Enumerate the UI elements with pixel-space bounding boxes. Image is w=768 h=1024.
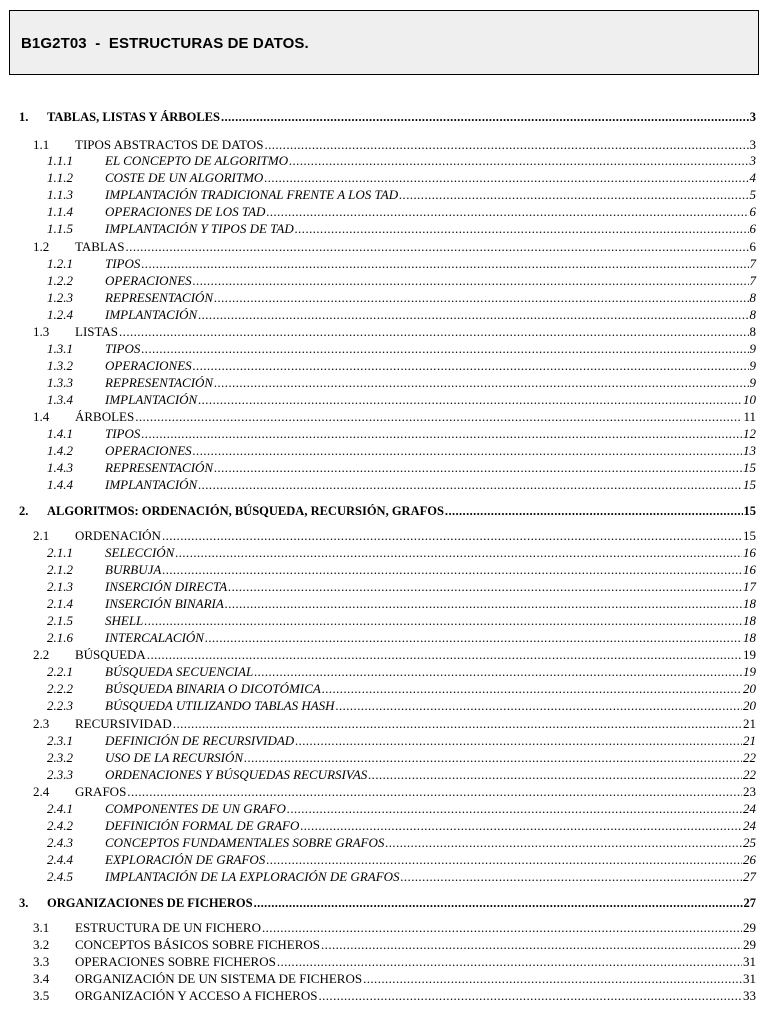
toc-entry-title: DEFINICIÓN FORMAL DE GRAFO xyxy=(105,818,300,833)
toc-entry-level-3 xyxy=(47,152,756,169)
toc-entry-title: USO DE LA RECURSIÓN xyxy=(105,750,244,765)
toc-entry-level-3 xyxy=(47,306,756,323)
toc-dot-leader xyxy=(254,895,743,912)
toc-entry-number: 2.3.2 xyxy=(47,750,73,765)
toc-entry-page: 12 xyxy=(743,426,756,441)
toc-dot-leader xyxy=(277,953,742,970)
toc-entry-level-3 xyxy=(47,595,756,612)
toc-dot-leader xyxy=(264,136,748,153)
toc-entry-number: 2.1.3 xyxy=(47,579,73,594)
toc-entry-level-3 xyxy=(47,255,756,272)
toc-dot-leader xyxy=(141,425,742,442)
toc-entry-title: IMPLANTACIÓN Y TIPOS DE TAD xyxy=(105,221,294,236)
toc-entry-level-3 xyxy=(47,459,756,476)
toc-entry-level-3 xyxy=(47,357,756,374)
toc-dot-leader xyxy=(321,936,742,953)
toc-dot-leader xyxy=(225,595,742,612)
toc-entry-level-3 xyxy=(47,561,756,578)
toc-entry-title: REPRESENTACIÓN xyxy=(105,290,214,305)
toc-entry-level-3 xyxy=(47,272,756,289)
toc-entry-title: TABLAS, LISTAS Y ÁRBOLES xyxy=(47,110,220,124)
toc-entry-page: 15 xyxy=(743,477,756,492)
toc-entry-page: 17 xyxy=(743,579,756,594)
toc-entry-page: 18 xyxy=(743,613,756,628)
toc-dot-leader xyxy=(228,578,742,595)
toc-entry-title: ESTRUCTURA DE UN FICHERO xyxy=(75,920,261,935)
toc-dot-leader xyxy=(399,186,748,203)
toc-entry-title: OPERACIONES xyxy=(105,273,192,288)
toc-entry-number: 2.3.1 xyxy=(47,733,73,748)
toc-entry-page: 29 xyxy=(743,937,756,952)
toc-entry-title: REPRESENTACIÓN xyxy=(105,460,214,475)
toc-entry-level-1 xyxy=(19,109,756,126)
toc-entry-number: 2.4 xyxy=(33,784,50,799)
toc-entry-number: 3.2 xyxy=(33,937,50,952)
toc-entry-page: 3 xyxy=(749,153,756,168)
toc-entry-page: 16 xyxy=(743,545,756,560)
toc-dot-leader xyxy=(205,629,742,646)
toc-entry-page: 7 xyxy=(749,273,756,288)
toc-dot-leader xyxy=(175,544,742,561)
toc-entry-page: 27 xyxy=(743,896,756,910)
toc-entry-title: IMPLANTACIÓN xyxy=(105,392,198,407)
toc-entry-number: 2.2.3 xyxy=(47,698,73,713)
toc-dot-leader xyxy=(336,697,742,714)
toc-dot-leader xyxy=(401,868,742,885)
toc-entry-level-2 xyxy=(33,953,756,970)
toc-entry-number: 3. xyxy=(19,896,29,910)
toc-entry-level-3 xyxy=(47,766,756,783)
toc-entry-title: OPERACIONES xyxy=(105,358,192,373)
toc-entry-title: REPRESENTACIÓN xyxy=(105,375,214,390)
toc-dot-leader xyxy=(173,715,742,732)
toc-entry-page: 26 xyxy=(743,852,756,867)
toc-entry-number: 2.4.2 xyxy=(47,818,73,833)
toc-entry-level-2 xyxy=(33,936,756,953)
toc-entry-number: 3.1 xyxy=(33,920,50,935)
toc-entry-page: 19 xyxy=(743,647,756,662)
toc-entry-page: 18 xyxy=(743,630,756,645)
toc-entry-page: 23 xyxy=(743,784,756,799)
toc-entry-page: 16 xyxy=(743,562,756,577)
toc-entry-level-2 xyxy=(33,136,756,153)
toc-entry-page: 31 xyxy=(743,954,756,969)
toc-entry-page: 24 xyxy=(743,818,756,833)
toc-entry-level-3 xyxy=(47,732,756,749)
toc-entry-number: 2.1.6 xyxy=(47,630,73,645)
toc-entry-page: 13 xyxy=(743,443,756,458)
toc-entry-title: RECURSIVIDAD xyxy=(75,716,172,731)
toc-entry-page: 9 xyxy=(749,358,756,373)
toc-entry-number: 2.3 xyxy=(33,716,50,731)
toc-entry-number: 1.3 xyxy=(33,324,50,339)
toc-dot-leader xyxy=(198,391,742,408)
toc-entry-number: 2.4.5 xyxy=(47,869,73,884)
toc-entry-title: INTERCALACIÓN xyxy=(105,630,204,645)
toc-entry-number: 2.3.3 xyxy=(47,767,73,782)
toc-entry-title: INSERCIÓN BINARIA xyxy=(105,596,224,611)
toc-entry-page: 3 xyxy=(749,110,756,124)
toc-entry-number: 1.1.2 xyxy=(47,170,73,185)
toc-entry-level-3 xyxy=(47,834,756,851)
toc-dot-leader xyxy=(162,527,742,544)
toc-dot-leader xyxy=(221,109,749,126)
toc-entry-level-2 xyxy=(33,970,756,987)
toc-entry-level-2 xyxy=(33,987,756,1004)
toc-entry-page: 22 xyxy=(743,767,756,782)
toc-entry-title: BÚSQUEDA xyxy=(75,647,146,662)
toc-entry-number: 1.2.4 xyxy=(47,307,73,322)
toc-entry-title: SHELL xyxy=(105,613,144,628)
toc-dot-leader xyxy=(266,851,742,868)
toc-entry-title: IMPLANTACIÓN xyxy=(105,477,198,492)
toc-entry-number: 2.2.1 xyxy=(47,664,73,679)
toc-entry-number: 1.3.2 xyxy=(47,358,73,373)
toc-entry-level-3 xyxy=(47,340,756,357)
toc-entry-number: 2.4.4 xyxy=(47,852,73,867)
toc-entry-title: ALGORITMOS: ORDENACIÓN, BÚSQUEDA, RECURSIÓN, GRAFOS xyxy=(47,504,444,518)
toc-entry-number: 1.3.3 xyxy=(47,375,73,390)
toc-entry-level-3 xyxy=(47,220,756,237)
toc-entry-number: 1.4.2 xyxy=(47,443,73,458)
toc-dot-leader xyxy=(385,834,742,851)
toc-entry-page: 8 xyxy=(749,324,756,339)
toc-entry-title: ORGANIZACIÓN Y ACCESO A FICHEROS xyxy=(75,988,318,1003)
toc-entry-title: TIPOS ABSTRACTOS DE DATOS xyxy=(75,137,264,152)
toc-entry-level-3 xyxy=(47,186,756,203)
toc-entry-level-2 xyxy=(33,919,756,936)
toc-entry-number: 1.4.3 xyxy=(47,460,73,475)
toc-entry-title: CONCEPTOS FUNDAMENTALES SOBRE GRAFOS xyxy=(105,835,385,850)
toc-entry-number: 1.1 xyxy=(33,137,50,152)
toc-dot-leader xyxy=(162,561,742,578)
toc-entry-page: 31 xyxy=(743,971,756,986)
toc-entry-title: COMPONENTES DE UN GRAFO xyxy=(105,801,286,816)
toc-entry-number: 2.4.3 xyxy=(47,835,73,850)
toc-entry-title: COSTE DE UN ALGORITMO xyxy=(105,170,264,185)
toc-entry-page: 11 xyxy=(743,409,756,424)
toc-entry-number: 1. xyxy=(19,110,29,124)
toc-entry-title: OPERACIONES SOBRE FICHEROS xyxy=(75,954,276,969)
toc-dot-leader xyxy=(193,272,749,289)
toc-entry-page: 8 xyxy=(749,307,756,322)
toc-dot-leader xyxy=(214,459,742,476)
toc-entry-number: 1.4 xyxy=(33,409,50,424)
toc-dot-leader xyxy=(289,152,748,169)
toc-dot-leader xyxy=(266,203,748,220)
toc-dot-leader xyxy=(127,783,742,800)
toc-entry-level-3 xyxy=(47,374,756,391)
toc-dot-leader xyxy=(264,169,748,186)
toc-entry-page: 20 xyxy=(743,698,756,713)
toc-entry-page: 5 xyxy=(749,187,756,202)
toc-entry-number: 2.2.2 xyxy=(47,681,73,696)
toc-entry-number: 1.2.3 xyxy=(47,290,73,305)
toc-entry-level-2 xyxy=(33,408,756,425)
toc-dot-leader xyxy=(193,442,742,459)
toc-entry-page: 21 xyxy=(743,716,756,731)
toc-entry-page: 21 xyxy=(743,733,756,748)
toc-entry-page: 33 xyxy=(743,988,756,1003)
toc-entry-title: EL CONCEPTO DE ALGORITMO xyxy=(105,153,289,168)
toc-entry-page: 15 xyxy=(743,528,756,543)
toc-entry-level-2 xyxy=(33,715,756,732)
toc-entry-title: ÁRBOLES xyxy=(75,409,135,424)
toc-entry-page: 19 xyxy=(743,664,756,679)
toc-entry-title: BÚSQUEDA BINARIA O DICOTÓMICA xyxy=(105,681,321,696)
toc-entry-number: 1.2.1 xyxy=(47,256,73,271)
toc-entry-level-3 xyxy=(47,663,756,680)
toc-entry-title: CONCEPTOS BÁSICOS SOBRE FICHEROS xyxy=(75,937,321,952)
toc-entry-title: ORDENACIÓN xyxy=(75,528,161,543)
toc-entry-title: IMPLANTACIÓN TRADICIONAL FRENTE A LOS TAD xyxy=(105,187,399,202)
toc-entry-page: 10 xyxy=(743,392,756,407)
toc-entry-level-2 xyxy=(33,238,756,255)
toc-dot-leader xyxy=(144,612,742,629)
toc-entry-number: 1.3.1 xyxy=(47,341,73,356)
toc-entry-level-3 xyxy=(47,851,756,868)
toc-dot-leader xyxy=(214,374,748,391)
toc-dot-leader xyxy=(126,238,749,255)
toc-entry-number: 3.3 xyxy=(33,954,50,969)
toc-entry-number: 2.1.2 xyxy=(47,562,73,577)
toc-dot-leader xyxy=(141,340,748,357)
toc-entry-page: 18 xyxy=(743,596,756,611)
toc-entry-title: BURBUJA xyxy=(105,562,162,577)
toc-entry-number: 2.1.4 xyxy=(47,596,73,611)
toc-entry-number: 1.4.4 xyxy=(47,477,73,492)
toc-dot-leader xyxy=(198,476,742,493)
toc-entry-title: IMPLANTACIÓN DE LA EXPLORACIÓN DE GRAFOS xyxy=(105,869,400,884)
toc-entry-number: 1.1.3 xyxy=(47,187,73,202)
toc-entry-number: 2.2 xyxy=(33,647,50,662)
toc-entry-page: 15 xyxy=(743,460,756,475)
toc-entry-title: BÚSQUEDA UTILIZANDO TABLAS HASH xyxy=(105,698,335,713)
toc-entry-level-3 xyxy=(47,697,756,714)
toc-entry-level-2 xyxy=(33,527,756,544)
toc-entry-title: LISTAS xyxy=(75,324,119,339)
toc-entry-level-1 xyxy=(19,895,756,912)
toc-entry-level-3 xyxy=(47,476,756,493)
toc-dot-leader xyxy=(295,220,749,237)
toc-entry-title: OPERACIONES xyxy=(105,443,192,458)
toc-dot-leader xyxy=(318,987,742,1004)
toc-entry-page: 8 xyxy=(749,290,756,305)
toc-dot-leader xyxy=(244,749,742,766)
toc-entry-title: BÚSQUEDA SECUENCIAL xyxy=(105,664,254,679)
toc-entry-title: SELECCIÓN xyxy=(105,545,175,560)
toc-entry-title: IMPLANTACIÓN xyxy=(105,307,198,322)
toc-entry-title: ORDENACIONES Y BÚSQUEDAS RECURSIVAS xyxy=(105,767,368,782)
toc-entry-number: 1.1.1 xyxy=(47,153,73,168)
toc-entry-level-3 xyxy=(47,800,756,817)
toc-entry-number: 2.1.5 xyxy=(47,613,73,628)
toc-dot-leader xyxy=(287,800,742,817)
toc-entry-title: TIPOS xyxy=(105,256,141,271)
toc-entry-page: 9 xyxy=(749,341,756,356)
toc-entry-title: DEFINICIÓN DE RECURSIVIDAD xyxy=(105,733,295,748)
toc-entry-level-3 xyxy=(47,868,756,885)
toc-entry-level-3 xyxy=(47,629,756,646)
toc-dot-leader xyxy=(295,732,742,749)
toc-entry-level-3 xyxy=(47,544,756,561)
toc-dot-leader xyxy=(322,680,742,697)
toc-entry-page: 9 xyxy=(749,375,756,390)
toc-entry-title: GRAFOS xyxy=(75,784,127,799)
toc-entry-page: 25 xyxy=(743,835,756,850)
toc-entry-page: 6 xyxy=(749,239,756,254)
toc-dot-leader xyxy=(141,255,748,272)
toc-entry-level-3 xyxy=(47,578,756,595)
toc-entry-level-3 xyxy=(47,169,756,186)
toc-entry-page: 22 xyxy=(743,750,756,765)
toc-dot-leader xyxy=(300,817,742,834)
toc-dot-leader xyxy=(135,408,742,425)
document-title: B1G2T03 - ESTRUCTURAS DE DATOS. xyxy=(21,35,309,52)
toc-entry-number: 2.1.1 xyxy=(47,545,73,560)
toc-dot-leader xyxy=(193,357,749,374)
toc-entry-level-2 xyxy=(33,323,756,340)
toc-entry-number: 1.4.1 xyxy=(47,426,73,441)
toc-entry-page: 6 xyxy=(749,204,756,219)
toc-entry-title: TIPOS xyxy=(105,426,141,441)
toc-entry-title: INSERCIÓN DIRECTA xyxy=(105,579,228,594)
toc-entry-number: 1.2 xyxy=(33,239,50,254)
toc-entry-number: 3.5 xyxy=(33,988,50,1003)
toc-dot-leader xyxy=(363,970,742,987)
toc-dot-leader xyxy=(254,663,742,680)
toc-entry-title: OPERACIONES DE LOS TAD xyxy=(105,204,266,219)
toc-entry-number: 1.2.2 xyxy=(47,273,73,288)
toc-dot-leader xyxy=(262,919,742,936)
toc-dot-leader xyxy=(368,766,742,783)
toc-entry-level-3 xyxy=(47,289,756,306)
toc-entry-page: 20 xyxy=(743,681,756,696)
toc-entry-page: 7 xyxy=(749,256,756,271)
toc-entry-level-3 xyxy=(47,391,756,408)
toc-entry-level-3 xyxy=(47,425,756,442)
toc-entry-number: 1.1.4 xyxy=(47,204,73,219)
toc-entry-page: 27 xyxy=(743,869,756,884)
toc-entry-level-3 xyxy=(47,203,756,220)
toc-entry-level-3 xyxy=(47,612,756,629)
toc-entry-page: 3 xyxy=(749,137,756,152)
toc-entry-level-1 xyxy=(19,503,756,520)
toc-entry-title: ORGANIZACIÓN DE UN SISTEMA DE FICHEROS xyxy=(75,971,363,986)
toc-entry-title: TABLAS xyxy=(75,239,125,254)
toc-entry-title: ORGANIZACIONES DE FICHEROS xyxy=(47,896,253,910)
toc-entry-title: TIPOS xyxy=(105,341,141,356)
toc-dot-leader xyxy=(214,289,748,306)
toc-entry-level-3 xyxy=(47,442,756,459)
toc-entry-page: 29 xyxy=(743,920,756,935)
toc-entry-level-2 xyxy=(33,646,756,663)
toc-dot-leader xyxy=(198,306,748,323)
toc-entry-page: 15 xyxy=(743,504,756,518)
toc-dot-leader xyxy=(445,503,743,520)
toc-entry-level-3 xyxy=(47,817,756,834)
toc-entry-page: 6 xyxy=(749,221,756,236)
toc-entry-number: 2.4.1 xyxy=(47,801,73,816)
toc-entry-number: 1.1.5 xyxy=(47,221,73,236)
toc-entry-title: EXPLORACIÓN DE GRAFOS xyxy=(105,852,266,867)
toc-entry-number: 2.1 xyxy=(33,528,50,543)
toc-entry-number: 2. xyxy=(19,504,29,518)
toc-entry-page: 4 xyxy=(749,170,756,185)
toc-entry-number: 3.4 xyxy=(33,971,50,986)
toc-entry-level-3 xyxy=(47,680,756,697)
toc-entry-page: 24 xyxy=(743,801,756,816)
toc-entry-level-3 xyxy=(47,749,756,766)
toc-entry-level-2 xyxy=(33,783,756,800)
toc-dot-leader xyxy=(119,323,748,340)
toc-dot-leader xyxy=(147,646,742,663)
toc-entry-number: 1.3.4 xyxy=(47,392,73,407)
